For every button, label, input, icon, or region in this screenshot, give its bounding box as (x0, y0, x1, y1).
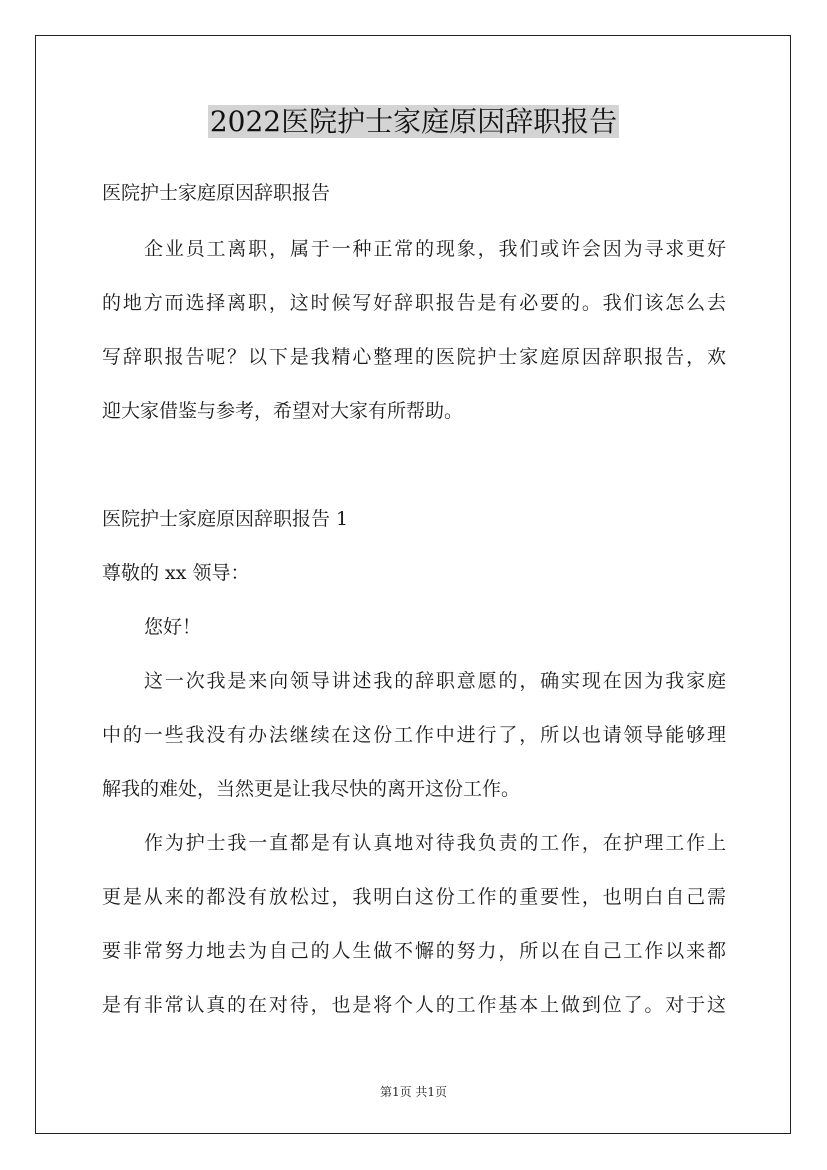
intro-line-1: 企业员工离职，属于一种正常的现象，我们或许会因为寻求更好 (144, 238, 726, 260)
document-title: 2022医院护士家庭原因辞职报告 (209, 105, 618, 138)
page-footer: 第1页 共1页 (379, 1085, 448, 1099)
intro-line-3: 写辞职报告呢？以下是我精心整理的医院护士家庭原因辞职报告，欢 (102, 346, 726, 368)
paragraph2-line-2: 更是从来的都没有放松过，我明白这份工作的重要性，也明白自己需 (102, 886, 726, 908)
greeting: 您好！ (144, 616, 202, 638)
paragraph2-line-4: 是有非常认真的在对待，也是将个人的工作基本上做到位了。对于这 (102, 994, 726, 1016)
subtitle: 医院护士家庭原因辞职报告 (102, 182, 331, 204)
section-heading: 医院护士家庭原因辞职报告 1 (102, 508, 349, 530)
paragraph2-line-1: 作为护士我一直都是有认真地对待我负责的工作，在护理工作上 (144, 832, 726, 854)
paragraph2-line-3: 要非常努力地去为自己的人生做不懈的努力，所以在自己工作以来都 (102, 940, 726, 962)
paragraph1-line-1: 这一次我是来向领导讲述我的辞职意愿的，确实现在因为我家庭 (144, 670, 726, 692)
paragraph1-line-3: 解我的难处，当然更是让我尽快的离开这份工作。 (102, 778, 521, 800)
salutation: 尊敬的 xx 领导： (102, 562, 250, 584)
intro-line-4: 迎大家借鉴与参考，希望对大家有所帮助。 (102, 400, 464, 422)
intro-line-2: 的地方而选择离职，这时候写好辞职报告是有必要的。我们该怎么去 (102, 292, 726, 314)
paragraph1-line-2: 中的一些我没有办法继续在这份工作中进行了，所以也请领导能够理 (102, 724, 726, 746)
